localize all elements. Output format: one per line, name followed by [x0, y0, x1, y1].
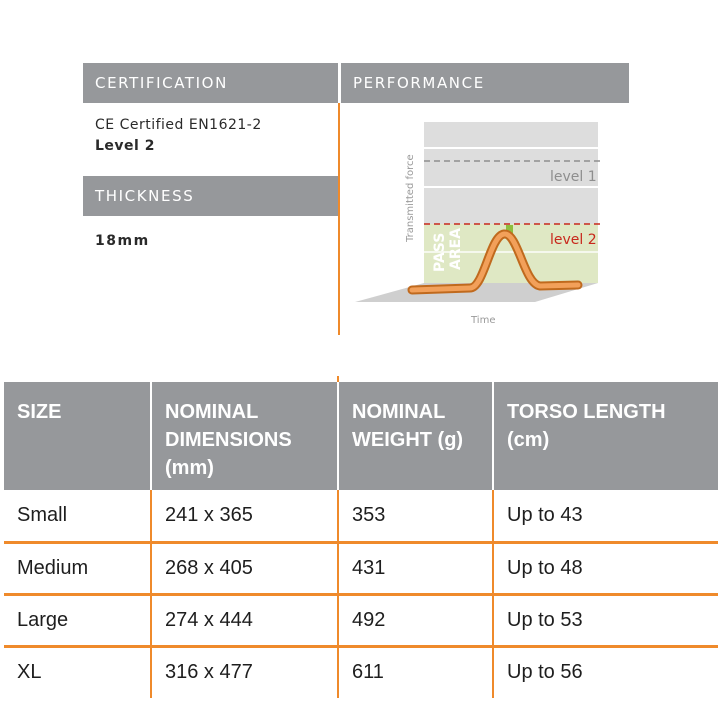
cell-size: Small: [17, 503, 68, 526]
table-row: [4, 542, 718, 594]
level1-label: level 1: [550, 169, 597, 185]
certification-standard: CE Certified EN1621-2: [95, 117, 262, 133]
header-size: SIZE: [4, 382, 151, 490]
level2-label: level 2: [550, 232, 597, 248]
x-axis-label: Time: [471, 315, 496, 326]
cell-torso-length: Up to 53: [493, 594, 718, 646]
thickness-value: 18mm: [95, 233, 150, 249]
cell-weight: 353: [338, 490, 493, 542]
cell-dimensions: 316 x 477: [151, 646, 338, 698]
table-row: [4, 490, 718, 542]
header-dimensions: NOMINAL DIMENSIONS (mm): [151, 382, 338, 490]
certification-header: CERTIFICATION: [83, 63, 338, 103]
cell-weight: 611: [338, 646, 493, 698]
cell-dimensions: 268 x 405: [151, 542, 338, 594]
pass-area-label-1: PASS: [432, 232, 448, 272]
cell-size: Medium: [4, 542, 151, 594]
cell-weight: 492: [338, 594, 493, 646]
cell-torso-length: Up to 43: [493, 490, 718, 542]
performance-header: PERFORMANCE: [341, 63, 629, 103]
table-row: [4, 646, 718, 698]
header-weight: NOMINAL WEIGHT (g): [338, 382, 493, 490]
certification-level: Level 2: [95, 138, 155, 154]
header-torso-length: TORSO LENGTH (cm): [493, 382, 718, 490]
size-table: [4, 382, 718, 698]
y-axis-label: Transmitted force: [405, 154, 416, 242]
cell-torso-length: Up to 48: [493, 542, 718, 594]
cell-size: Large: [4, 594, 151, 646]
pass-area-label-2: AREA: [448, 227, 464, 270]
table-header-row: [4, 382, 718, 490]
cell-dimensions: 274 x 444: [151, 594, 338, 646]
thickness-header: THICKNESS: [83, 176, 338, 216]
cell-size: XL: [4, 646, 151, 698]
cell-torso-length: Up to 56: [493, 646, 718, 698]
cell-dimensions: 241 x 365: [151, 490, 338, 542]
performance-chart: [340, 104, 630, 334]
table-row: [4, 594, 718, 646]
cell-weight: 431: [338, 542, 493, 594]
